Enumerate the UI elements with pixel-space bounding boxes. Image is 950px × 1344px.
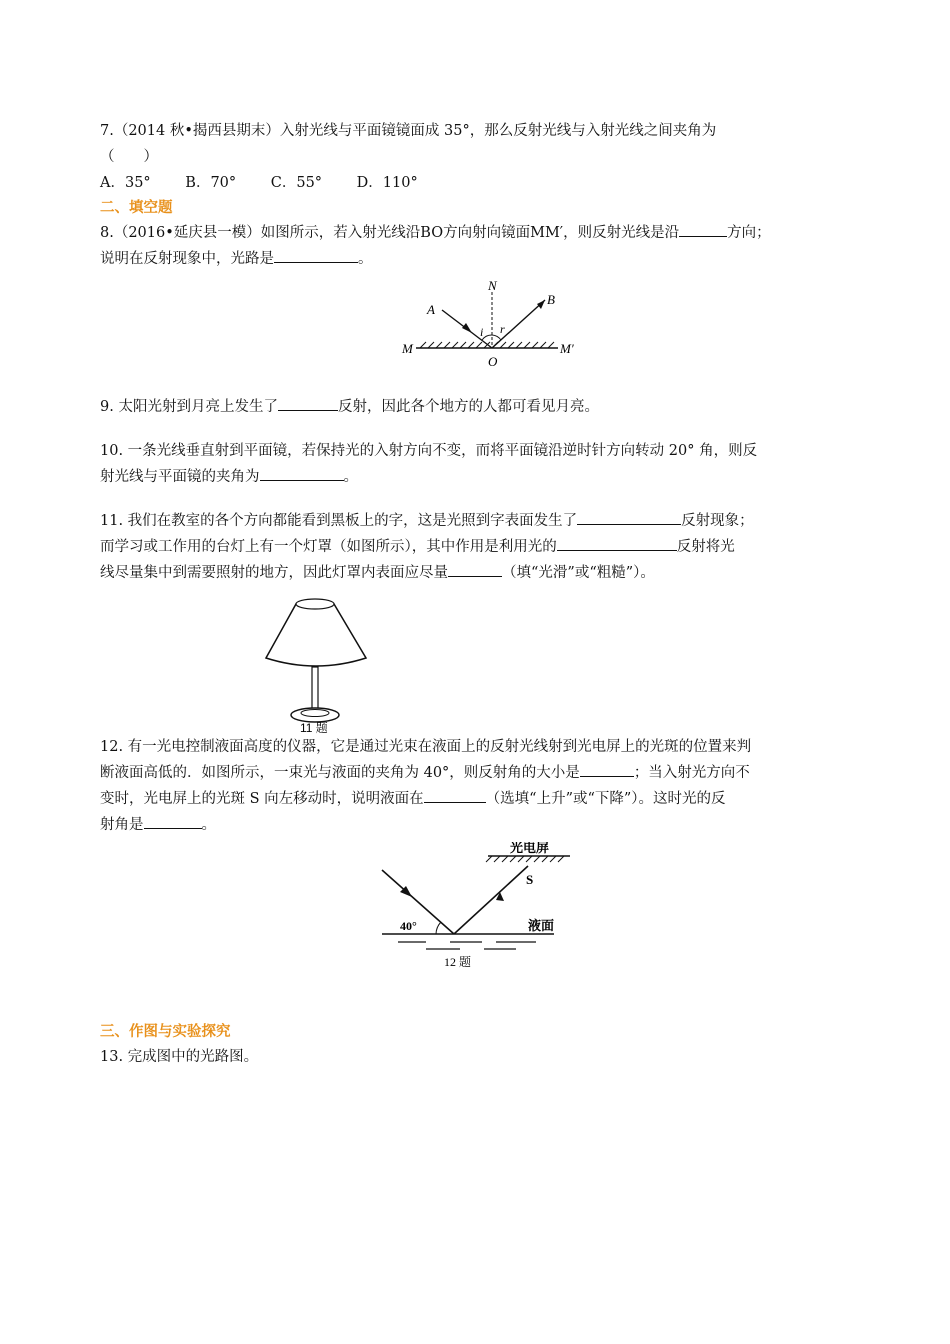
q10-line2 [100, 464, 852, 490]
q7-option-c: C．55° [270, 175, 323, 191]
q8-figure [100, 278, 852, 378]
label-o: O [488, 354, 498, 369]
angle-label: 40° [400, 919, 417, 933]
reflected-ray [454, 866, 528, 934]
label-m-prime: M′ [560, 341, 574, 356]
q11-text-e: 线尽量集中到需要照射的地方，因此灯罩内表面应尽量 [100, 565, 448, 581]
q12-text-d: 变时，光电屏上的光斑 S 向左移动时，说明液面在 [100, 791, 424, 807]
q12-text-e: （选填“上升”或“下降”）。这时光的反 [485, 791, 726, 807]
q12-line3 [100, 786, 852, 812]
q7-line1: 7.（2014 秋•揭西县期末）入射光线与平面镜镜面成 35°，那么反射光线与入射光线之间夹角为 [100, 123, 717, 139]
q13-line: 13. 完成图中的光路图。 [100, 1049, 259, 1065]
section-3-heading: 三、作图与实验探究 [100, 1024, 231, 1040]
q11-caption: 11 题 [300, 721, 328, 734]
lamp-diagram [100, 592, 852, 734]
q12-text-f: 射角是 [100, 817, 144, 833]
label-n: N [488, 278, 497, 293]
q12-line1: 12. 有一光电控制液面高度的仪器，它是通过光束在液面上的反射光线射到光电屏上的光斑的位置来判 [100, 739, 752, 755]
spot-label: S [526, 872, 534, 887]
q11-text-b: 反射现象； [681, 513, 754, 529]
q11-text-d: 反射将光 [676, 539, 735, 555]
q11-blank-3[interactable] [448, 562, 502, 577]
incident-ray [382, 870, 454, 934]
liquid-level-diagram [100, 842, 852, 970]
reflection-diagram [100, 278, 852, 378]
q10-text-c: 。 [343, 469, 358, 485]
q7-option-a: A．35° [100, 175, 151, 191]
q8-line1 [100, 220, 852, 246]
q12-figure [100, 842, 852, 970]
q12-text-c: ；当入射光方向不 [633, 765, 750, 781]
label-m: M [402, 341, 413, 356]
q8-line2 [100, 246, 852, 272]
q9-text-a: 9. 太阳光射到月亮上发生了 [100, 399, 278, 415]
lampshade-icon [266, 600, 366, 666]
q12-caption: 12 题 [444, 955, 472, 969]
q9-line [100, 394, 852, 420]
q9-blank[interactable] [278, 396, 338, 411]
q12-line4 [100, 812, 852, 838]
q8-text-c: 说明在反射现象中，光路是 [100, 251, 274, 267]
screen-label: 光电屏 [510, 842, 550, 855]
q8-blank-2[interactable] [274, 248, 358, 263]
q8-text-d: 。 [358, 251, 373, 267]
reflected-arrowhead [537, 300, 545, 309]
q7-option-b: B．70° [185, 175, 237, 191]
q11-text-f: （填“光滑”或“粗糙”）。 [502, 565, 655, 581]
q10-text-b: 射光线与平面镜的夹角为 [100, 469, 260, 485]
q12-blank-2[interactable] [424, 788, 486, 803]
section-2-heading: 二、填空题 [100, 200, 173, 216]
q10-blank[interactable] [260, 466, 344, 481]
q7-options [100, 170, 852, 196]
q9-text-b: 反射，因此各个地方的人都可看见月亮。 [337, 399, 599, 415]
q11-blank-1[interactable] [577, 510, 681, 525]
q11-figure [100, 592, 852, 734]
q12-line2 [100, 760, 852, 786]
q7-paren: （ ） [100, 149, 158, 165]
q12-text-b: 断液面高低的．如图所示，一束光与液面的夹角为 40°，则反射角的大小是 [100, 765, 580, 781]
incident-arrowhead [462, 323, 472, 333]
lamp-base-inner [301, 710, 329, 717]
label-r: r [500, 322, 505, 336]
q10-line1: 10. 一条光线垂直射到平面镜，若保持光的入射方向不变，而将平面镜沿逆时针方向转动 20° 角，则反 [100, 443, 758, 459]
q11-text-a: 11. 我们在教室的各个方向都能看到黑板上的字，这是光照到字表面发生了 [100, 513, 578, 529]
surface-label: 液面 [528, 918, 555, 933]
q11-blank-2[interactable] [557, 536, 677, 551]
q11-line1 [100, 508, 852, 534]
label-a: A [427, 302, 435, 317]
screen-hatching [486, 856, 564, 862]
q8-text-a: 8.（2016•延庆县一模）如图所示，若入射光线沿BO方向射向镜面MM′，则反射光线是沿 [100, 225, 680, 241]
q11-line3 [100, 560, 852, 586]
q8-text-b: 方向； [727, 225, 771, 241]
q8-blank-1[interactable] [679, 222, 727, 237]
angle-arc [436, 922, 441, 934]
document-page [100, 118, 852, 1070]
q12-blank-3[interactable] [144, 814, 202, 829]
lampshade-top [296, 599, 334, 609]
q12-text-g: 。 [201, 817, 216, 833]
q11-text-c: 而学习或工作用的台灯上有一个灯罩（如图所示），其中作用是利用光的 [100, 539, 557, 555]
lamp-stem [312, 667, 318, 711]
angle-i-arc [482, 335, 492, 340]
q12-blank-1[interactable] [580, 762, 634, 777]
label-b: B [547, 292, 555, 307]
q11-line2 [100, 534, 852, 560]
q7-option-d: D．110° [356, 175, 418, 191]
label-i: i [480, 325, 484, 339]
